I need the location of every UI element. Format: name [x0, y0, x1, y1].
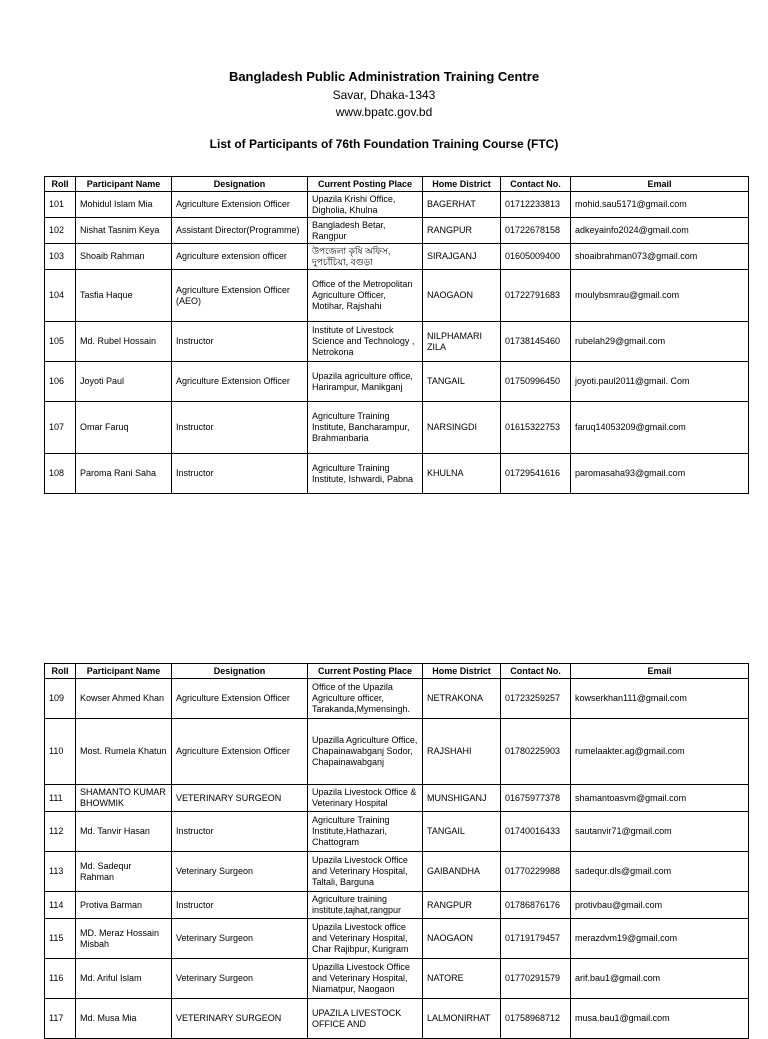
participants-table-1: [44, 176, 749, 494]
roll-cell: 117: [45, 999, 76, 1039]
table-row: [45, 959, 749, 999]
contact-cell: 01722678158: [501, 218, 571, 244]
contact-cell: 01770291579: [501, 959, 571, 999]
table-row: [45, 322, 749, 362]
name-cell: Protiva Barman: [76, 892, 172, 919]
roll-cell: 109: [45, 679, 76, 719]
contact-cell: 01605009400: [501, 244, 571, 270]
col-header-posting: Current Posting Place: [308, 664, 423, 679]
roll-cell: 101: [45, 192, 76, 218]
posting-cell: Office of the Upazila Agriculture officer, Tarakanda,Mymensingh.: [308, 679, 423, 719]
district-cell: NETRAKONA: [423, 679, 501, 719]
col-header-roll: Roll: [45, 177, 76, 192]
table-row: [45, 852, 749, 892]
name-cell: Md. Tanvir Hasan: [76, 812, 172, 852]
designation-cell: Instructor: [172, 812, 308, 852]
name-cell: Nishat Tasnim Keya: [76, 218, 172, 244]
roll-cell: 116: [45, 959, 76, 999]
posting-cell: Agriculture Training Institute, Bancharampur, Brahmanbaria: [308, 402, 423, 454]
district-cell: GAIBANDHA: [423, 852, 501, 892]
email-cell: faruq14053209@gmail.com: [571, 402, 749, 454]
district-cell: SIRAJGANJ: [423, 244, 501, 270]
email-cell: paromasaha93@gmail.com: [571, 454, 749, 494]
col-header-designation: Designation: [172, 177, 308, 192]
posting-cell: UPAZILA LIVESTOCK OFFICE AND: [308, 999, 423, 1039]
designation-cell: Agriculture Extension Officer (AEO): [172, 270, 308, 322]
email-cell: sadequr.dls@gmail.com: [571, 852, 749, 892]
district-cell: RANGPUR: [423, 218, 501, 244]
roll-cell: 115: [45, 919, 76, 959]
table-row: [45, 454, 749, 494]
name-cell: MD. Meraz Hossain Misbah: [76, 919, 172, 959]
district-cell: TANGAIL: [423, 812, 501, 852]
district-cell: RAJSHAHI: [423, 719, 501, 785]
district-cell: RANGPUR: [423, 892, 501, 919]
email-cell: arif.bau1@gmail.com: [571, 959, 749, 999]
roll-cell: 103: [45, 244, 76, 270]
col-header-district: Home District: [423, 664, 501, 679]
email-cell: musa.bau1@gmail.com: [571, 999, 749, 1039]
col-header-name: Participant Name: [76, 664, 172, 679]
table-row: [45, 270, 749, 322]
posting-cell: Institute of Livestock Science and Technology , Netrokona: [308, 322, 423, 362]
designation-cell: Agriculture Extension Officer: [172, 719, 308, 785]
posting-cell: Office of the Metropolitan Agriculture Officer, Motihar, Rajshahi: [308, 270, 423, 322]
table-header-row: [45, 177, 749, 192]
designation-cell: Instructor: [172, 892, 308, 919]
roll-cell: 111: [45, 785, 76, 812]
col-header-name: Participant Name: [76, 177, 172, 192]
table-row: [45, 244, 749, 270]
organization-address: Savar, Dhaka-1343: [332, 88, 436, 102]
roll-cell: 113: [45, 852, 76, 892]
district-cell: NILPHAMARI ZILA: [423, 322, 501, 362]
col-header-contact: Contact No.: [501, 664, 571, 679]
table-row: [45, 362, 749, 402]
district-cell: NAOGAON: [423, 919, 501, 959]
table-row: [45, 812, 749, 852]
posting-cell: Upazila Krishi Office, Digholia, Khulna: [308, 192, 423, 218]
district-cell: LALMONIRHAT: [423, 999, 501, 1039]
district-cell: TANGAIL: [423, 362, 501, 402]
posting-cell: উপজেলা কৃষি অফিস, দুপচাঁচিয়া, বগুড়া: [308, 244, 423, 270]
name-cell: Md. Musa Mia: [76, 999, 172, 1039]
posting-cell: Agriculture training institute,tajhat,rangpur: [308, 892, 423, 919]
district-cell: NATORE: [423, 959, 501, 999]
email-cell: shoaibrahman073@gmail.com: [571, 244, 749, 270]
col-header-email: Email: [571, 177, 749, 192]
col-header-contact: Contact No.: [501, 177, 571, 192]
table-row: [45, 192, 749, 218]
organization-website: www.bpatc.gov.bd: [335, 105, 433, 119]
roll-cell: 106: [45, 362, 76, 402]
col-header-designation: Designation: [172, 664, 308, 679]
name-cell: Tasfia Haque: [76, 270, 172, 322]
email-cell: moulybsmrau@gmail.com: [571, 270, 749, 322]
col-header-email: Email: [571, 664, 749, 679]
table-row: [45, 218, 749, 244]
email-cell: kowserkhan111@gmail.com: [571, 679, 749, 719]
email-cell: joyoti.paul2011@gmail. Com: [571, 362, 749, 402]
posting-cell: Upazilla Livestock Office and Veterinary Hospital, Niamatpur, Naogaon: [308, 959, 423, 999]
contact-cell: 01786876176: [501, 892, 571, 919]
name-cell: SHAMANTO KUMAR BHOWMIK: [76, 785, 172, 812]
posting-cell: Upazila agriculture office, Harirampur, Manikganj: [308, 362, 423, 402]
name-cell: Paroma Rani Saha: [76, 454, 172, 494]
posting-cell: Upazilla Agriculture Office, Chapainawabganj Sodor, Chapainawabganj: [308, 719, 423, 785]
table-row: [45, 402, 749, 454]
email-cell: rumelaakter.ag@gmail.com: [571, 719, 749, 785]
col-header-district: Home District: [423, 177, 501, 192]
table-row: [45, 919, 749, 959]
col-header-posting: Current Posting Place: [308, 177, 423, 192]
contact-cell: 01722791683: [501, 270, 571, 322]
contact-cell: 01758968712: [501, 999, 571, 1039]
contact-cell: 01740016433: [501, 812, 571, 852]
contact-cell: 01770229988: [501, 852, 571, 892]
table-row: [45, 679, 749, 719]
district-cell: NARSINGDI: [423, 402, 501, 454]
designation-cell: Veterinary Surgeon: [172, 959, 308, 999]
designation-cell: Veterinary Surgeon: [172, 919, 308, 959]
contact-cell: 01615322753: [501, 402, 571, 454]
organization-name: Bangladesh Public Administration Training Centre: [228, 69, 540, 84]
name-cell: Joyoti Paul: [76, 362, 172, 402]
table-row: [45, 999, 749, 1039]
email-cell: rubelah29@gmail.com: [571, 322, 749, 362]
district-cell: MUNSHIGANJ: [423, 785, 501, 812]
name-cell: Kowser Ahmed Khan: [76, 679, 172, 719]
contact-cell: 01750996450: [501, 362, 571, 402]
contact-cell: 01738145460: [501, 322, 571, 362]
name-cell: Omar Faruq: [76, 402, 172, 454]
email-cell: adkeyainfo2024@gmail.com: [571, 218, 749, 244]
designation-cell: Instructor: [172, 402, 308, 454]
roll-cell: 107: [45, 402, 76, 454]
designation-cell: Agriculture Extension Officer: [172, 362, 308, 402]
roll-cell: 104: [45, 270, 76, 322]
posting-cell: Upazila Livestock Office & Veterinary Hospital: [308, 785, 423, 812]
contact-cell: 01780225903: [501, 719, 571, 785]
name-cell: Md. Ariful Islam: [76, 959, 172, 999]
participants-table-2: [44, 663, 749, 1039]
table-row: [45, 719, 749, 785]
designation-cell: Veterinary Surgeon: [172, 852, 308, 892]
email-cell: sautanvir71@gmail.com: [571, 812, 749, 852]
designation-cell: VETERINARY SURGEON: [172, 999, 308, 1039]
name-cell: Most. Rumela Khatun: [76, 719, 172, 785]
table-row: [45, 785, 749, 812]
posting-cell: Agriculture Training Institute,Hathazari, Chattogram: [308, 812, 423, 852]
designation-cell: Instructor: [172, 322, 308, 362]
district-cell: KHULNA: [423, 454, 501, 494]
name-cell: Shoaib Rahman: [76, 244, 172, 270]
email-cell: protivbau@gmail.com: [571, 892, 749, 919]
roll-cell: 110: [45, 719, 76, 785]
contact-cell: 01723259257: [501, 679, 571, 719]
posting-cell: Agriculture Training Institute, Ishwardi, Pabna: [308, 454, 423, 494]
posting-cell: Upazila Livestock office and Veterinary Hospital, Char Rajibpur, Kurigram: [308, 919, 423, 959]
email-cell: mohid.sau5171@gmail.com: [571, 192, 749, 218]
district-cell: BAGERHAT: [423, 192, 501, 218]
designation-cell: Instructor: [172, 454, 308, 494]
roll-cell: 112: [45, 812, 76, 852]
email-cell: shamantoasvm@gmail.com: [571, 785, 749, 812]
designation-cell: Agriculture Extension Officer: [172, 679, 308, 719]
roll-cell: 102: [45, 218, 76, 244]
list-title: List of Participants of 76th Foundation Training Course (FTC): [209, 137, 559, 151]
posting-cell: Upazila Livestock Office and Veterinary Hospital, Taltali, Barguna: [308, 852, 423, 892]
contact-cell: 01675977378: [501, 785, 571, 812]
designation-cell: Agriculture extension officer: [172, 244, 308, 270]
roll-cell: 114: [45, 892, 76, 919]
roll-cell: 105: [45, 322, 76, 362]
table-row: [45, 892, 749, 919]
contact-cell: 01719179457: [501, 919, 571, 959]
email-cell: merazdvm19@gmail.com: [571, 919, 749, 959]
contact-cell: 01712233813: [501, 192, 571, 218]
col-header-roll: Roll: [45, 664, 76, 679]
designation-cell: Agriculture Extension Officer: [172, 192, 308, 218]
contact-cell: 01729541616: [501, 454, 571, 494]
name-cell: Mohidul Islam Mia: [76, 192, 172, 218]
name-cell: Md. Rubel Hossain: [76, 322, 172, 362]
district-cell: NAOGAON: [423, 270, 501, 322]
posting-cell: Bangladesh Betar, Rangpur: [308, 218, 423, 244]
designation-cell: Assistant Director(Programme): [172, 218, 308, 244]
name-cell: Md. Sadequr Rahman: [76, 852, 172, 892]
roll-cell: 108: [45, 454, 76, 494]
designation-cell: VETERINARY SURGEON: [172, 785, 308, 812]
table-header-row: [45, 664, 749, 679]
